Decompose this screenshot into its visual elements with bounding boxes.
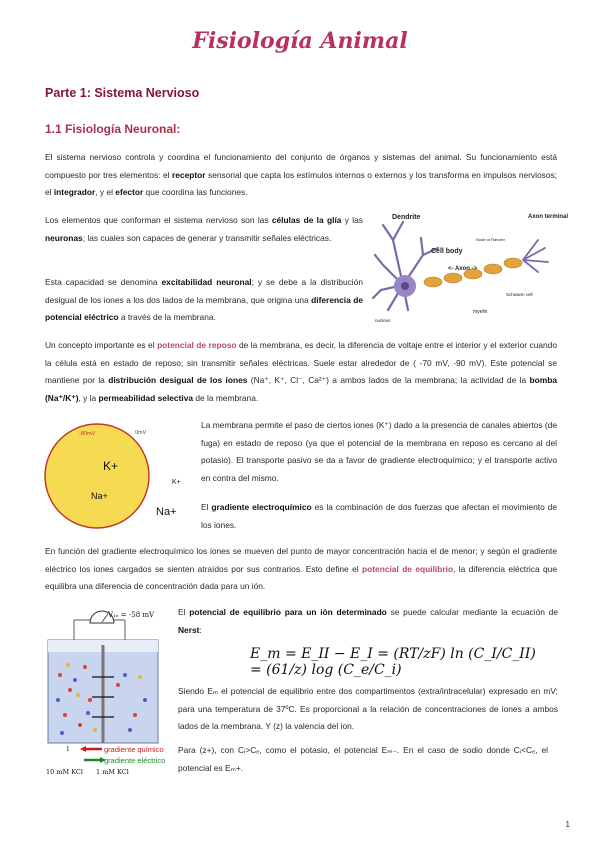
left-compartment-label: 1	[66, 746, 70, 753]
right-concentration: 1 mM KCl	[96, 768, 129, 776]
paragraph-resting-potential: Un concepto importante es el potencial de reposo de la membrana, es decir, la diferencia de voltaje entre el interior y el exterior cuando la célula está en estado de reposo; sin transmitir señales eléctricas. Suele estar alrededor de ( -70 mV, -90 mV). Este potencial se mantiene por la distribución desigual de los iones (Na⁺, K⁺, Cl⁻, Ca²⁺) a ambos lados de la membrana; la actividad de la bomba (Na⁺/K⁺), y la permeabilidad selectiva de la membrana.	[45, 340, 557, 403]
label-node-ranvier: Node of Ranvier	[476, 237, 505, 242]
paragraph-intro: El sistema nervioso controla y coordina el funcionamiento del conjunto de órganos y sistemas del animal. Su funcionamiento está compuesto por tres elementos: el receptor sensorial que capta los estímulos internos o externos y los transforma en impulsos nerviosos; el integrador, y el efector que coordina las funciones.	[45, 152, 558, 197]
neuron-diagram	[373, 210, 569, 325]
cell-shape	[45, 424, 149, 528]
label-nucleus: nucleus	[375, 318, 391, 323]
k-inside: K+	[103, 459, 119, 473]
k-outside: K+	[172, 479, 181, 486]
paragraph-excitability: Esta capacidad se denomina excitabilidad neuronal; y se debe a la distribución desigual de los iones a los dos lados de la membrana, que origina una diferencia de potencial eléctrico a través de la membrana.	[45, 277, 363, 322]
na-outside: Na+	[156, 506, 177, 518]
nucleus-shape	[401, 282, 409, 290]
membrane-cell-diagram	[45, 420, 190, 530]
neuron-illustration	[373, 210, 569, 325]
section-heading: 1.1 Fisiología Neuronal:	[45, 122, 181, 136]
beaker-illustration	[40, 605, 170, 780]
page-number: 1	[565, 820, 570, 829]
nernst-equation: E_m = E_II − E_I = (RT/zF) ln (C_I/C_II) = (61/z) log (C_e/C_i)	[250, 646, 536, 678]
left-concentration: 10 mM KCl	[46, 768, 83, 776]
paragraph-nernst-intro: El potencial de equilibrio para un ión determinado se puede calcular mediante la ecuación de Nerst:	[178, 607, 558, 635]
label-myelin: myelin	[473, 309, 488, 315]
label-dendrite: Dendrite	[392, 214, 421, 221]
membrane-cell-illustration	[45, 420, 190, 530]
outside-potential: 0mV	[135, 430, 147, 436]
paragraph-elements: Los elementos que conforman el sistema nervioso son las células de la glía y las neuronas; las cuales son capaces de generar y transmitir señales eléctricas.	[45, 215, 363, 243]
paragraph-valence: Para (z+), con Cᵢ>Cₑ, como el potasio, el potencial Eₘ₋. En el caso de sodio donde Cᵢ<Cₑ, el potencial es Eₘ+.	[178, 745, 548, 773]
paragraph-gradient: El gradiente electroquímico es la combinación de dos fuerzas que afectan el movimiento de los iones.	[201, 502, 557, 530]
beaker-diagram	[40, 605, 170, 780]
label-axon: <- Axon ->	[448, 266, 478, 272]
voltmeter-reading: V₁ₑ = -58 mV	[108, 611, 155, 619]
paragraph-equilibrium: En función del gradiente electroquímico los iones se mueven del punto de mayor concentración hacia el de menor; y según el gradiente eléctrico los iones cargados se sienten atraídos por sus contrarios. Esto define el potencial de equilibrio, la diferencia eléctrica que equilibra una diferencia de concentración dada para un ión.	[45, 546, 557, 591]
label-schwann: Schwann cell	[506, 292, 533, 297]
paragraph-membrane-channels: La membrana permite el paso de ciertos iones (K⁺) dado a la presencia de canales abiertos (de fuga) en estado de reposo (ya que el potencial de la membrana en reposo es cercano al del potasio). El transporte pasivo se da a favor de gradiente electroquímico; y el transporte activo en contra del mismo.	[201, 420, 557, 483]
paragraph-definition: Siendo Eₘ el potencial de equilibrio entre dos compartimentos (extra/intracelular) expresado en mV; para una temperatura de 37ºC. Es proporcional a la relación de concentraciones de iones a ambos lados de la membrana. Y (z) la valencia del ion.	[178, 686, 558, 731]
label-axon-terminal: Axon terminal	[528, 214, 569, 220]
label-cell-body: Cell body	[431, 248, 463, 255]
inside-potential: -80mV	[79, 431, 96, 437]
legend-chemical-gradient: gradiente químico	[104, 745, 164, 754]
legend-electric-gradient: gradiente eléctrico	[104, 756, 166, 765]
part-heading: Parte 1: Sistema Nervioso	[45, 86, 200, 100]
na-inside: Na+	[91, 491, 108, 501]
document-title: Fisiología Animal	[192, 28, 408, 54]
